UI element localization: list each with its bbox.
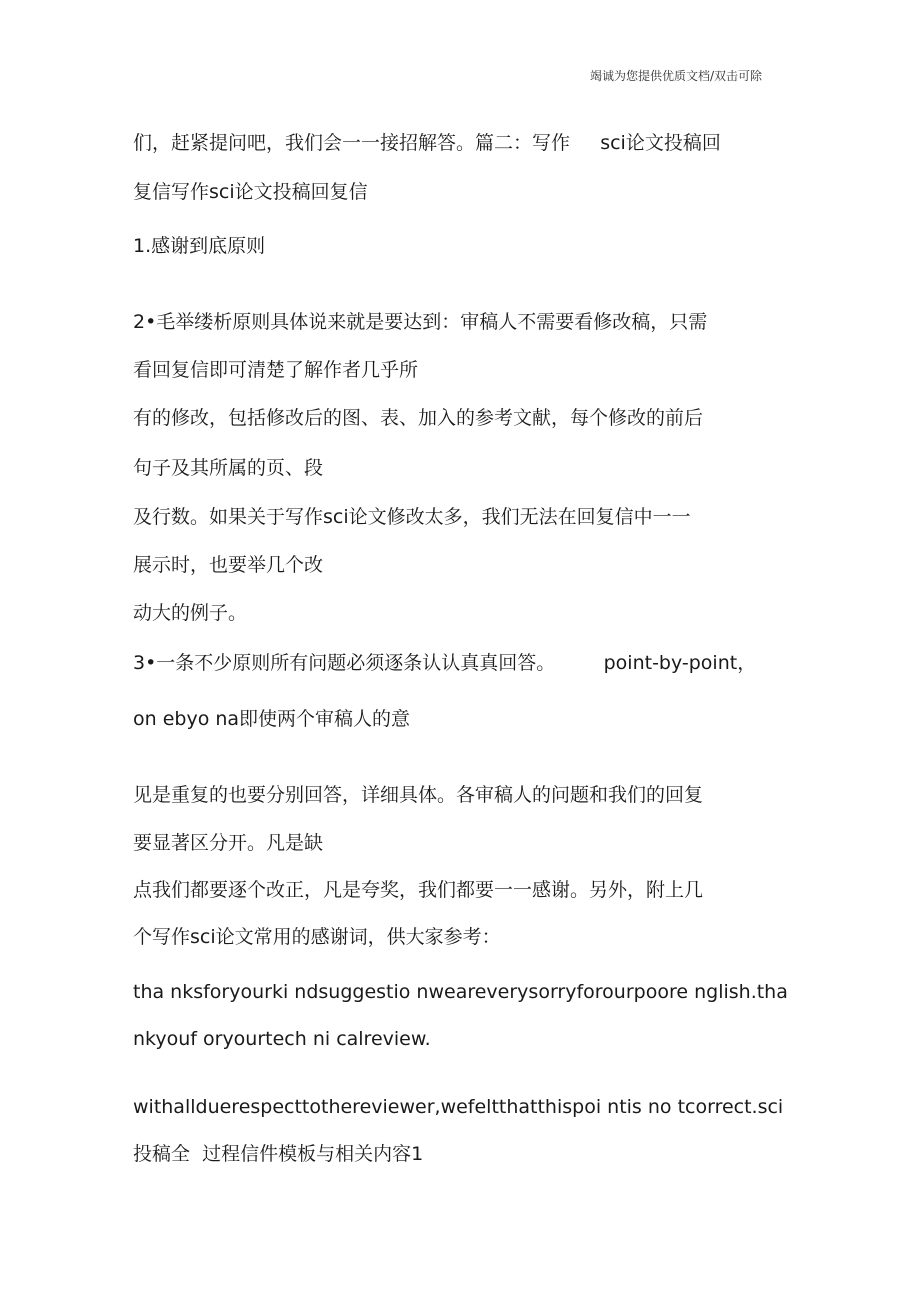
text-line: 复信写作sci论文投稿回复信 <box>133 181 368 203</box>
text-line: nkyouf oryourtech ni calreview. <box>133 1028 431 1050</box>
text-line: on ebyo na即使两个审稿人的意 <box>133 708 411 730</box>
text-line: 们，赶紧提问吧，我们会一一接招解答。篇二：写作 sci论文投稿回 <box>133 132 721 154</box>
text-line: 动大的例子。 <box>133 602 248 624</box>
text-line: 要显著区分开。凡是缺 <box>133 832 324 854</box>
text-line: tha nksforyourki ndsuggestio nweareverysorryforourpoore nglish.tha <box>133 981 788 1003</box>
text-line: 见是重复的也要分别回答，详细具体。各审稿人的问题和我们的回复 <box>133 784 704 806</box>
text-line: 2•毛举缕析原则具体说来就是要达到：审稿人不需要看修改稿，只需 <box>133 311 708 333</box>
text-line: 投稿全 过程信件模板与相关内容1 <box>133 1143 424 1165</box>
text-line: 句子及其所属的页、段 <box>133 457 324 479</box>
text-line: 个写作sci论文常用的感谢词，供大家参考： <box>133 926 501 948</box>
text-line: 3•一条不少原则所有问题必须逐条认认真真回答。 point-by-point， <box>133 652 757 674</box>
text-line: 点我们都要逐个改正，凡是夸奖，我们都要一一感谢。另外，附上几 <box>133 879 704 901</box>
text-line: 1.感谢到底原则 <box>133 235 266 257</box>
page-header-note: 竭诚为您提供优质文档/双击可除 <box>590 69 763 83</box>
text-line: 看回复信即可清楚了解作者几乎所 <box>133 359 419 381</box>
text-line: withallduerespecttothereviewer,wefeltthatthispoi ntis no tcorrect.sci <box>133 1096 784 1118</box>
text-line: 有的修改，包括修改后的图、表、加入的参考文献，每个修改的前后 <box>133 407 704 429</box>
text-line: 及行数。如果关于写作sci论文修改太多，我们无法在回复信中一一 <box>133 506 691 528</box>
text-line: 展示时，也要举几个改 <box>133 554 324 576</box>
